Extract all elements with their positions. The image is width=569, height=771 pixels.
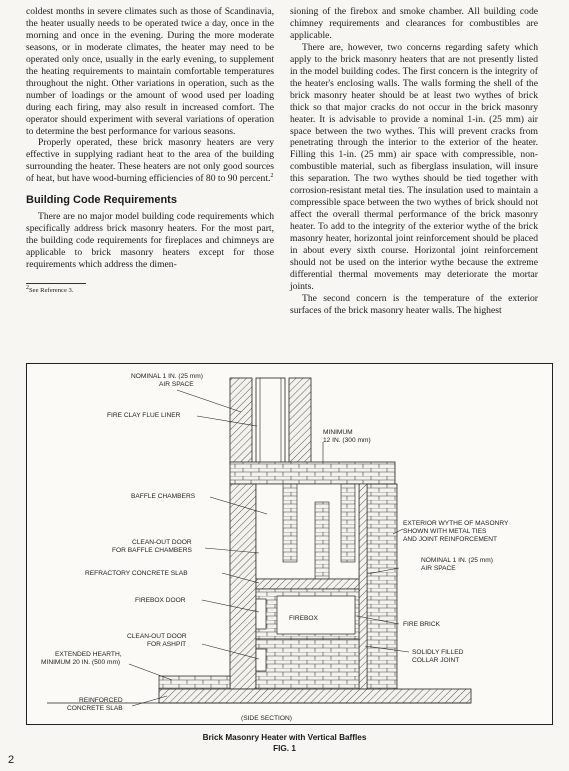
- label-minimum: MINIMUM: [323, 429, 353, 436]
- right-text-column: [290, 6, 538, 317]
- label-reinforced-concrete-slab: REINFORCED: [79, 697, 123, 704]
- left-text-column: [26, 6, 274, 295]
- label-extended-hearth: MINIMUM 20 IN. (500 mm): [41, 659, 121, 666]
- label-cleanout-ashpit: FOR ASHPIT: [147, 641, 187, 648]
- label-firebox-door: FIREBOX DOOR: [135, 597, 186, 604]
- paragraph: [26, 137, 274, 185]
- label-side-section: (SIDE SECTION): [241, 715, 292, 722]
- label-exterior-wythe: SHOWN WITH METAL TIES: [403, 528, 487, 535]
- label-reinforced-concrete-slab: CONCRETE SLAB: [67, 705, 123, 712]
- label-fire-brick: FIRE BRICK: [403, 621, 441, 628]
- caption-figure-number: FIG. 1: [273, 744, 296, 753]
- section-heading: Building Code Requirements: [26, 194, 177, 207]
- label-collar-joint: SOLIDLY FILLED: [412, 649, 464, 656]
- label-extended-hearth: EXTENDED HEARTH,: [55, 651, 122, 658]
- label-exterior-wythe: AND JOINT REINFORCEMENT: [403, 536, 498, 543]
- label-air-space-right: AIR SPACE: [421, 565, 456, 572]
- chimney-right-wall: [289, 378, 311, 464]
- footnote-reference: 2: [270, 173, 274, 180]
- paragraph: The second concern is the temperature of the exterior surfaces of the brick masonry heater walls. The highest: [290, 292, 538, 316]
- label-collar-joint: COLLAR JOINT: [412, 657, 460, 664]
- ashpit: [256, 639, 359, 689]
- label-air-space-top: NOMINAL 1 IN. (25 mm): [131, 373, 203, 380]
- label-cleanout-ashpit: CLEAN-OUT DOOR: [127, 633, 187, 640]
- heater-left-wall: [230, 484, 256, 689]
- footnote: [26, 284, 274, 295]
- heater-top: [230, 462, 395, 484]
- label-cleanout-baffle: CLEAN-OUT DOOR: [132, 539, 192, 546]
- label-air-space-top: AIR SPACE: [159, 381, 194, 388]
- caption-title: Brick Masonry Heater with Vertical Baffles: [202, 733, 367, 742]
- label-cleanout-baffle: FOR BAFFLE CHAMBERS: [112, 547, 192, 554]
- label-exterior-wythe: EXTERIOR WYTHE OF MASONRY: [403, 520, 509, 527]
- label-minimum: 12 IN. (300 mm): [323, 437, 371, 444]
- figure-caption: [0, 732, 569, 754]
- paragraph: sioning of the firebox and smoke chamber. All building code chimney requirements and clearances for combustibles are applicable.: [290, 6, 538, 41]
- paragraph: There are no major model building code requirements which specifically address brick masonry heaters. For the most part, the building code requirements for fireplaces and chimneys are applicable to brick masonry heaters except for those requirements which address the dimen-: [26, 211, 274, 271]
- label-refractory-concrete-slab: REFRACTORY CONCRETE SLAB: [85, 570, 188, 577]
- flue-liner: [256, 378, 285, 468]
- heater-right-wall: [367, 484, 397, 689]
- footnote-text: See Reference 3.: [29, 287, 74, 295]
- paragraph: There are, however, two concerns regarding safety which apply to the brick masonry heaters that are not presently listed in the model building codes. The first concern is the integrity of the heater's enclosing walls. The walls forming the shell of the brick masonry heater should be at least two wythes of brick thick so that major cracks do not occur in the brick masonry heater. It is advisable to provide a nominal 1-in. (25 mm) air space between the two wythes. This will prevent cracks from penetrating through the interior to the exterior of the heater. Filling this 1-in. (25 mm) air space with compressible, non-combustible material, such as fiberglass insulation, will insure this separation. The two wythes should be tied together with corrosion-resistant metal ties. The insulation used to maintain a compressible space between the two wythes of brick should not affect the overall thermal performance of the brick masonry heater. To add to the integrity of the exterior wythe of the brick masonry heater, horizontal joint reinforcement should be placed in about every sixth course. Horizontal joint reinforcement should not be used on the interior wythe because the extreme differential thermal movements may deteriorate the mortar joints.: [290, 41, 538, 292]
- refractory-slab: [256, 579, 359, 589]
- heater-section-drawing: [27, 364, 554, 726]
- label-air-space-right: NOMINAL 1 IN. (25 mm): [421, 557, 493, 564]
- page-number: 2: [8, 754, 15, 766]
- extended-hearth: [159, 676, 230, 689]
- label-baffle-chambers: BAFFLE CHAMBERS: [131, 493, 196, 500]
- footnote-mark: 2: [26, 284, 29, 291]
- label-fire-clay-flue-liner: FIRE CLAY FLUE LINER: [107, 412, 181, 419]
- reinforced-concrete-slab: [159, 689, 471, 703]
- chimney-left-wall: [230, 378, 252, 464]
- paragraph: coldest months in severe climates such as those of Scandinavia, the heater usually needs to be operated twice a day, once in the morning and once in the evening. During the more moderate seasons, or in moderate climates, the heater may need to be operated only once, usually in the early evening, to supplement the heating requirements to maintain comfortable temperatures throughout the night. Other variations in operation, such as the number of loadings or the amount of wood used per loading during each firing, may also result in increased comfort. The operator should experiment with several variations of operation to determine the best performance for various seasons.: [26, 6, 274, 137]
- footnote-rule: [26, 283, 86, 284]
- figure-side-section: [26, 363, 553, 725]
- paragraph-text: Properly operated, these brick masonry heaters are very effective in supplying radiant heat to the area of the building surrounding the heater. These heaters are not only good sources of heat, but have wood-burning efficiencies of 80 to 90 percent.: [26, 137, 274, 185]
- label-firebox: FIREBOX: [289, 615, 318, 622]
